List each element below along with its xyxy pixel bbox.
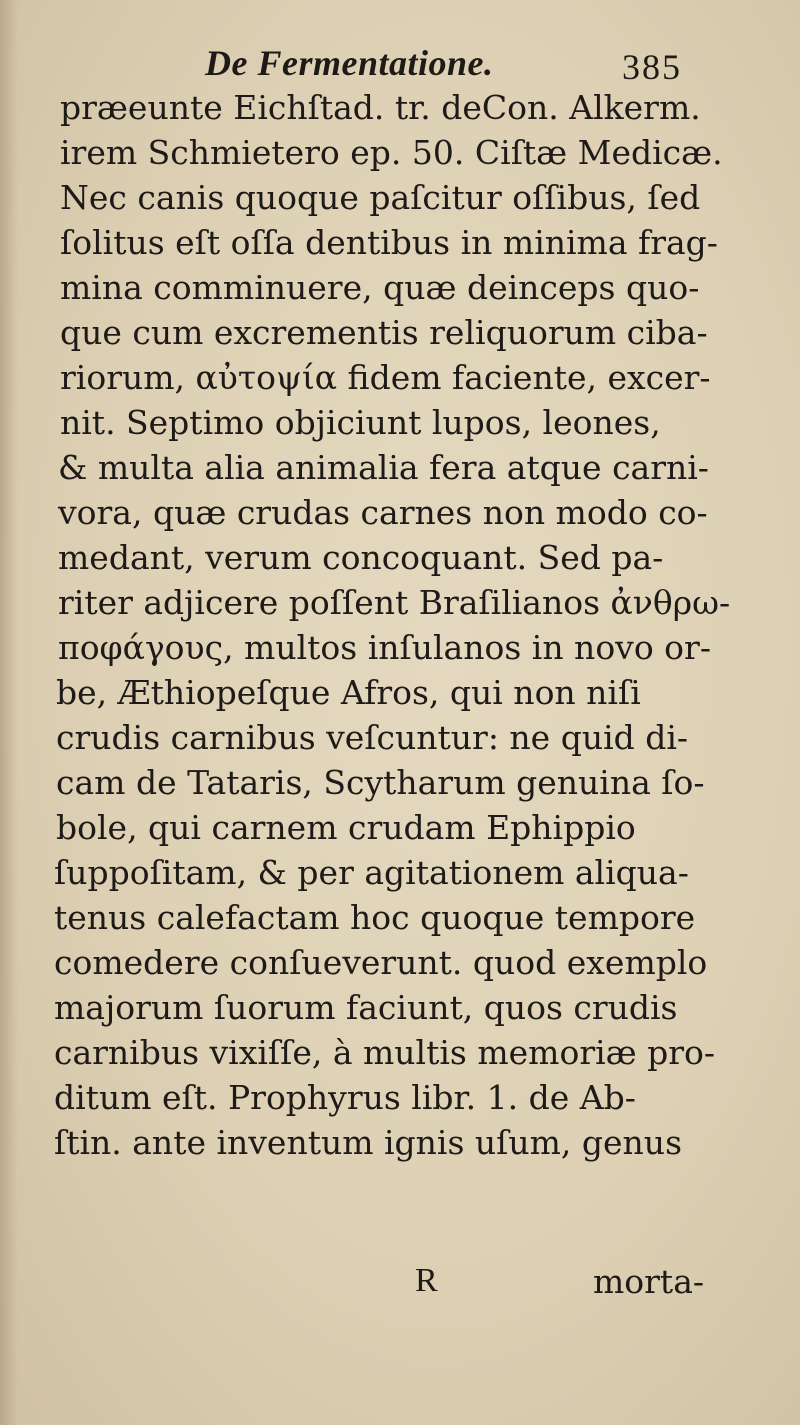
text-line: nit. Septimo objiciunt lupos, leones, — [60, 403, 661, 442]
text-line: ſtin. ante inventum ignis uſum, genus — [54, 1123, 682, 1162]
text-line: bole, qui carnem crudam Ephippio — [56, 808, 636, 847]
text-line: riorum, αὐτοψία fidem faciente, excer- — [60, 358, 711, 397]
text-line: cam de Tataris, Scytharum genuina ſo- — [56, 763, 705, 802]
text-line: majorum ſuorum faciunt, quos crudis — [54, 988, 678, 1027]
catchword: morta- — [593, 1262, 705, 1301]
text-line: ſolitus eſt oſſa dentibus in minima frag- — [60, 223, 718, 262]
text-line: be, Æthiopeſque Afros, qui non niſi — [56, 673, 641, 712]
text-line: ditum eſt. Prophyrus libr. 1. de Ab- — [54, 1078, 636, 1117]
text-line: crudis carnibus veſcuntur: ne quid di- — [56, 718, 689, 757]
text-line: comedere conſueverunt. quod exemplo — [54, 943, 708, 982]
text-line: irem Schmietero ep. 50. Ciſtæ Medicæ. — [60, 133, 723, 172]
page-number: 385 — [622, 47, 682, 87]
gutter-shadow — [0, 0, 18, 1425]
signature-mark: R — [415, 1262, 438, 1299]
text-line: carnibus vixiſſe, à multis memoriæ pro- — [54, 1033, 716, 1072]
text-line: que cum excrementis reliquorum ciba- — [60, 313, 708, 352]
text-line: Nec canis quoque paſcitur oſſibus, ſed — [60, 178, 701, 217]
text-line: & multa alia animalia fera atque carni- — [58, 448, 709, 487]
text-line: præeunte Eichſtad. tr. deCon. Alkerm. — [60, 88, 701, 127]
text-line: mina comminuere, quæ deinceps quo- — [60, 268, 700, 307]
text-line: ſuppoſitam, & per agitationem aliqua- — [54, 853, 689, 892]
text-line: medant, verum concoquant. Sed pa- — [58, 538, 664, 577]
text-line: πoφάγους, multos inſulanos in novo or- — [58, 628, 711, 667]
running-title: De Fermentatione. — [205, 43, 494, 83]
text-line: vora, quæ crudas carnes non modo co- — [58, 493, 708, 532]
running-head — [0, 40, 800, 90]
text-line: riter adjicere poſſent Braſilianos ἀνθρω- — [58, 583, 731, 622]
signature-line — [0, 1262, 800, 1306]
text-line: tenus calefactam hoc quoque tempore — [54, 898, 696, 937]
